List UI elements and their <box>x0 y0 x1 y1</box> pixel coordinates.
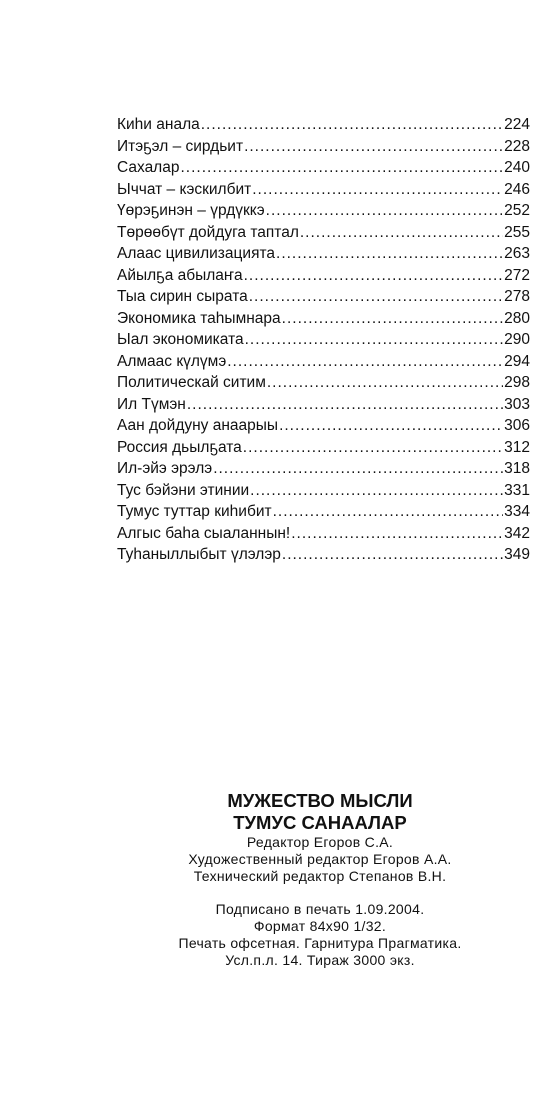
toc-entry <box>117 243 530 265</box>
toc-entry <box>117 415 530 437</box>
toc-entry <box>117 265 530 287</box>
toc-entry-title: Айылҕа абылаҥа <box>117 266 243 284</box>
toc-entry-page: 349 <box>504 546 530 563</box>
book-title-sakha: ТУМУС САНААЛАР <box>233 812 407 833</box>
toc-entry-title: Ил Түмэн <box>117 395 186 413</box>
toc-entry-title: Экономика таһымнара <box>117 309 281 327</box>
toc-entry <box>117 157 530 179</box>
toc-leader-dots <box>244 136 503 158</box>
toc-entry-page: 228 <box>504 137 530 155</box>
toc-leader-dots <box>213 458 503 480</box>
toc-leader-dots <box>244 265 504 287</box>
toc-entry-page: 306 <box>504 417 530 434</box>
toc-entry-page: 303 <box>504 395 530 413</box>
toc-entry-page: 278 <box>504 288 530 305</box>
toc-entry <box>117 114 530 136</box>
toc-entry-title: Үөрэҕинэн – үрдүккэ <box>117 202 265 219</box>
art-editor-credit: Художественный редактор Егоров А.А. <box>188 851 452 867</box>
toc-entry <box>117 501 530 523</box>
toc-leader-dots <box>300 222 503 244</box>
toc-leader-dots <box>267 372 503 394</box>
toc-entry-title: Алаас цивилизацията <box>117 245 276 262</box>
toc-entry-page: 263 <box>504 245 530 262</box>
toc-entry-page: 294 <box>504 352 530 370</box>
paper-format: Формат 84х90 1/32. <box>253 918 387 934</box>
toc-leader-dots <box>250 480 503 502</box>
toc-entry-title: Ил-эйэ эрэлэ <box>117 460 213 477</box>
toc-entry-page: 331 <box>504 481 530 499</box>
toc-entry-page: 290 <box>504 331 530 348</box>
toc-entry-title: Төрөөбүт дойдуга таптал <box>117 223 299 241</box>
toc-entry <box>117 523 530 545</box>
toc-entry <box>117 136 530 158</box>
toc-entry <box>117 222 530 244</box>
toc-leader-dots <box>282 308 503 330</box>
toc-leader-dots <box>276 243 503 265</box>
toc-entry <box>117 308 530 330</box>
toc-entry-title: Ыччат – кэскилбит <box>117 180 252 198</box>
toc-entry-page: 318 <box>504 460 530 477</box>
toc-leader-dots <box>180 157 503 179</box>
toc-leader-dots <box>243 437 503 459</box>
toc-entry-title: Тыа сирин сырата <box>117 288 248 305</box>
signed-to-print-date: Подписано в печать 1.09.2004. <box>215 901 425 917</box>
toc-leader-dots <box>245 329 504 351</box>
toc-entry <box>117 179 530 201</box>
toc-leader-dots <box>252 179 503 201</box>
toc-entry <box>117 394 530 416</box>
imprint-block <box>100 790 540 969</box>
imprint-spacer <box>100 885 540 901</box>
toc-entry-page: 246 <box>504 180 530 198</box>
toc-leader-dots <box>201 114 503 136</box>
toc-entry-title: Аан дойдуну анаарыы <box>117 417 279 434</box>
toc-leader-dots <box>249 286 503 308</box>
book-title-russian: МУЖЕСТВО МЫСЛИ <box>227 790 413 811</box>
toc-leader-dots <box>273 501 504 523</box>
toc-entry <box>117 480 530 502</box>
toc-entry-page: 342 <box>504 524 530 542</box>
toc-entry-title: Тумус туттар киһибит <box>117 503 272 520</box>
toc-entry-page: 240 <box>504 159 530 176</box>
toc-entry-title: Тус бэйэни этинии <box>117 481 250 499</box>
tech-editor-credit: Технический редактор Степанов В.Н. <box>193 868 447 884</box>
table-of-contents <box>117 114 530 566</box>
toc-entry-title: Политическай ситим <box>117 374 266 391</box>
toc-entry <box>117 437 530 459</box>
toc-entry-page: 334 <box>504 503 530 520</box>
toc-entry-title: Итэҕэл – сирдьит <box>117 137 244 155</box>
toc-entry-page: 298 <box>504 374 530 391</box>
toc-entry <box>117 286 530 308</box>
toc-entry-title: Россия дьылҕата <box>117 438 242 456</box>
toc-entry-page: 312 <box>504 438 530 456</box>
toc-leader-dots <box>266 200 503 222</box>
toc-entry <box>117 372 530 394</box>
toc-entry <box>117 544 530 566</box>
toc-entry-title: Ыал экономиката <box>117 331 244 348</box>
print-method: Печать офсетная. Гарнитура Прагматика. <box>178 935 462 951</box>
toc-entry <box>117 200 530 222</box>
toc-entry-page: 224 <box>504 116 530 133</box>
toc-entry-title: Туһаныллыбыт үлэлэр <box>117 546 281 563</box>
toc-entry-title: Алгыс баһа сыаланнын! <box>117 524 291 542</box>
toc-leader-dots <box>187 394 503 416</box>
toc-entry <box>117 458 530 480</box>
editor-credit: Редактор Егоров С.А. <box>246 834 394 850</box>
toc-entry-title: Киһи анала <box>117 116 200 133</box>
toc-leader-dots <box>227 351 503 373</box>
toc-entry-title: Алмаас күлүмэ <box>117 352 227 370</box>
toc-entry <box>117 351 530 373</box>
toc-entry-page: 255 <box>504 223 530 241</box>
toc-leader-dots <box>282 544 503 566</box>
toc-entry <box>117 329 530 351</box>
toc-leader-dots <box>279 415 503 437</box>
toc-entry-page: 252 <box>504 202 530 219</box>
toc-entry-page: 280 <box>504 309 530 327</box>
toc-leader-dots <box>291 523 503 545</box>
print-volume-run: Усл.п.л. 14. Тираж 3000 экз. <box>225 952 415 968</box>
toc-entry-page: 272 <box>504 266 530 284</box>
toc-entry-title: Сахалар <box>117 159 180 176</box>
